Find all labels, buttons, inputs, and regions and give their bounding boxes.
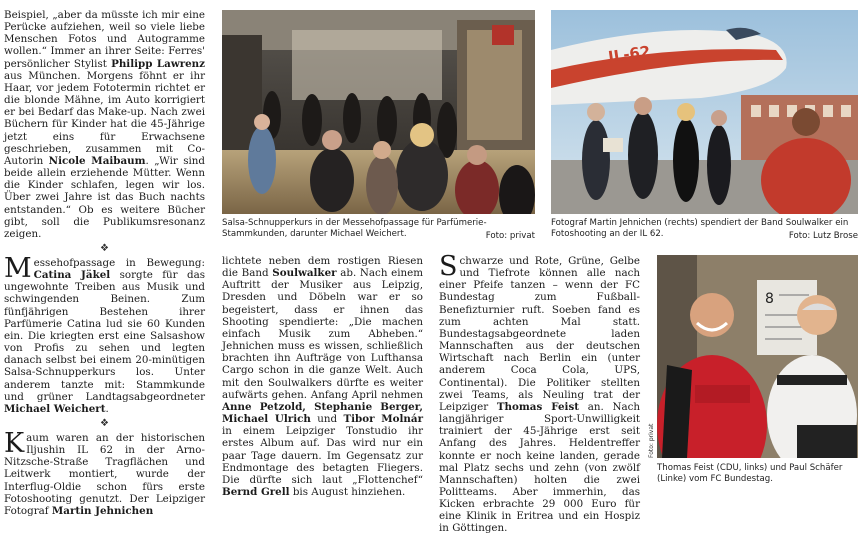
photo-credit: Foto: privat xyxy=(485,230,535,241)
person-name: Philipp Lawrenz xyxy=(111,57,205,70)
article-column-1 xyxy=(4,9,205,517)
person-name: Tibor Molnár xyxy=(343,413,423,426)
plane-photo-image xyxy=(551,10,858,214)
person-name: Michael Weichert xyxy=(4,402,106,415)
person-name: Martin Jehnichen xyxy=(51,504,154,517)
photo-fc-bundestag xyxy=(657,255,858,458)
paragraph-messehof: Messehofpassage in Bewegung: Catina Jäkel sorgte für das ungewohnte Treiben aus Musik und schwingenden Beinen. Zum fünfjährigen Bestehen ihrer Parfümerie Catina lud sie 60 Kunden ein. Die kriegten erst eine Salsashow von Profis zu sehen und legten danach selbst bei einem 20-minütigen Salsa-Schnupperkurs los. Unter anderem tanzte mit: Stammkunde und grüner Landtagsabgeordneter Michael Weichert. xyxy=(4,252,206,415)
person-name: Nicole Maibaum xyxy=(48,154,146,167)
plane-registration: IL-62 xyxy=(607,42,652,66)
person-name: Catina Jäkel xyxy=(33,269,111,282)
drop-cap: M xyxy=(4,252,32,284)
article-column-2: lichtete neben dem rostigen Riesen die Band Soulwalker ab. Nach einem Auftritt der Musiker aus Leipzig, Dresden und Döbeln war er so begeistert, dass er ihnen das Shooting spendierte: „Die machen einfach Musik zum Abheben.“ Jehnichen muss es wissen, schließlich brachten ihn Aufträge von Lufthansa Cargo schon in die ganze Welt. Auch mit den Soulwalkers dürfte es weiter aufwärts gehen. Anfang April nehmen Anne Petzold, Stephanie Berger, Michael Ulrich und Tibor Molnár in einem Leipziger Tonstudio ihr erstes Album auf. Das wird nur ein paar Tage dauern. Im Gegensatz zur Endmontage des betagten Fliegers. Die dürfte sich laut „Flottenchef“ Bernd Grell bis August hinziehen. xyxy=(222,255,424,498)
drop-cap: K xyxy=(4,428,25,459)
photo-credit-vertical: Foto: privat xyxy=(648,423,655,458)
sign-number: 8 xyxy=(765,291,774,307)
photo-credit: Foto: Lutz Brose xyxy=(788,230,858,241)
caption-salsa: Salsa-Schnupperkurs in der Messehofpassage für Parfümerie-Stammkunden, darunter Michael Weichert. Foto: privat xyxy=(222,218,535,241)
person-name: Bernd Grell xyxy=(222,485,290,498)
paragraph-iljushin: Kaum waren an der historischen Iljushin IL 62 in der Arno-Nitzsche-Straße Tragflächen und Leitwerk montiert, wurde der Interflug-Oldie schon fürs erste Fotoshooting genutzt. Der Leipziger Fotograf Martin Jehnichen xyxy=(4,428,205,517)
section-ornament: ❖ xyxy=(100,242,109,254)
band-name: Soulwalker xyxy=(272,267,337,280)
photo-il62-band xyxy=(551,10,858,214)
section-ornament: ❖ xyxy=(100,418,109,429)
caption-plane: Fotograf Martin Jehnichen (rechts) spendiert der Band Soulwalker ein Fotoshooting an der IL 62. Foto: Lutz Brose xyxy=(551,218,858,241)
article-column-3: Schwarze und Rote, Grüne, Gelbe und Tiefrote können alle nach einer Pfeife tanzen – wenn der FC Bundestag zum Fußball-Benefizturnier ruft. Soeben fand es zum achten Mal statt. Bundestagsabgeordnete laden Mannschaften aus der deutschen Wirtschaft nach Berlin ein (unter anderem Coca Cola, UPS, Continental). Die Politiker stellten zwei Teams, als Neuling trat der Leipziger Thomas Feist an. Nach langjähriger Sport-Unwilligkeit trainiert der 45-Jährige erst seit Anfang des Jahres. Heldentreffer konnte er noch keine landen, gerade mal Platz sechs und zehn (von zwölf Mannschaften) holten die zwei Politteams. Aber immerhin, das Kicken erbrachte 29 000 Euro für eine Klinik in Eritrea und ein Hospiz in Göttingen. xyxy=(439,251,641,535)
caption-soccer: Thomas Feist (CDU, links) und Paul Schäfer (Linke) vom FC Bundestag. xyxy=(657,463,843,485)
soccer-photo-image xyxy=(657,255,858,458)
photo-salsa-passage xyxy=(222,10,535,214)
person-name: Thomas Feist xyxy=(496,400,580,413)
drop-cap: S xyxy=(439,251,458,282)
paragraph-ferres: Beispiel, „aber da müsste ich mir eine Perücke aufziehen, weil so viele liebe Menschen Fotos und Autogramme wollen.“ Immer an ihrer Seite: Ferres' persönlicher Stylist Philipp Lawrenz aus München. Morgens föhnt er ihr Haar, vor jedem Fototermin richtet er die blonde Mähne, im Auto korrigiert er bei Bedarf das Make-up. Nach zwei Büchern für Kinder hat die 45-Jährige jetzt eins für Erwachsene geschrieben, zusammen mit Co-Autorin Nicole Maibaum. „Wir sind beide allein erziehende Mütter. Wenn die Kinder schlafen, legen wir los. Über zwei Jahre ist das Buch nachts entstanden.“ Ob es weitere Bücher gibt, soll die Publikumsresonanz zeigen. xyxy=(4,9,205,240)
salsa-photo-image xyxy=(222,10,535,214)
person-names: Anne Petzold, Stephanie Berger, Michael Ulrich xyxy=(222,400,423,426)
